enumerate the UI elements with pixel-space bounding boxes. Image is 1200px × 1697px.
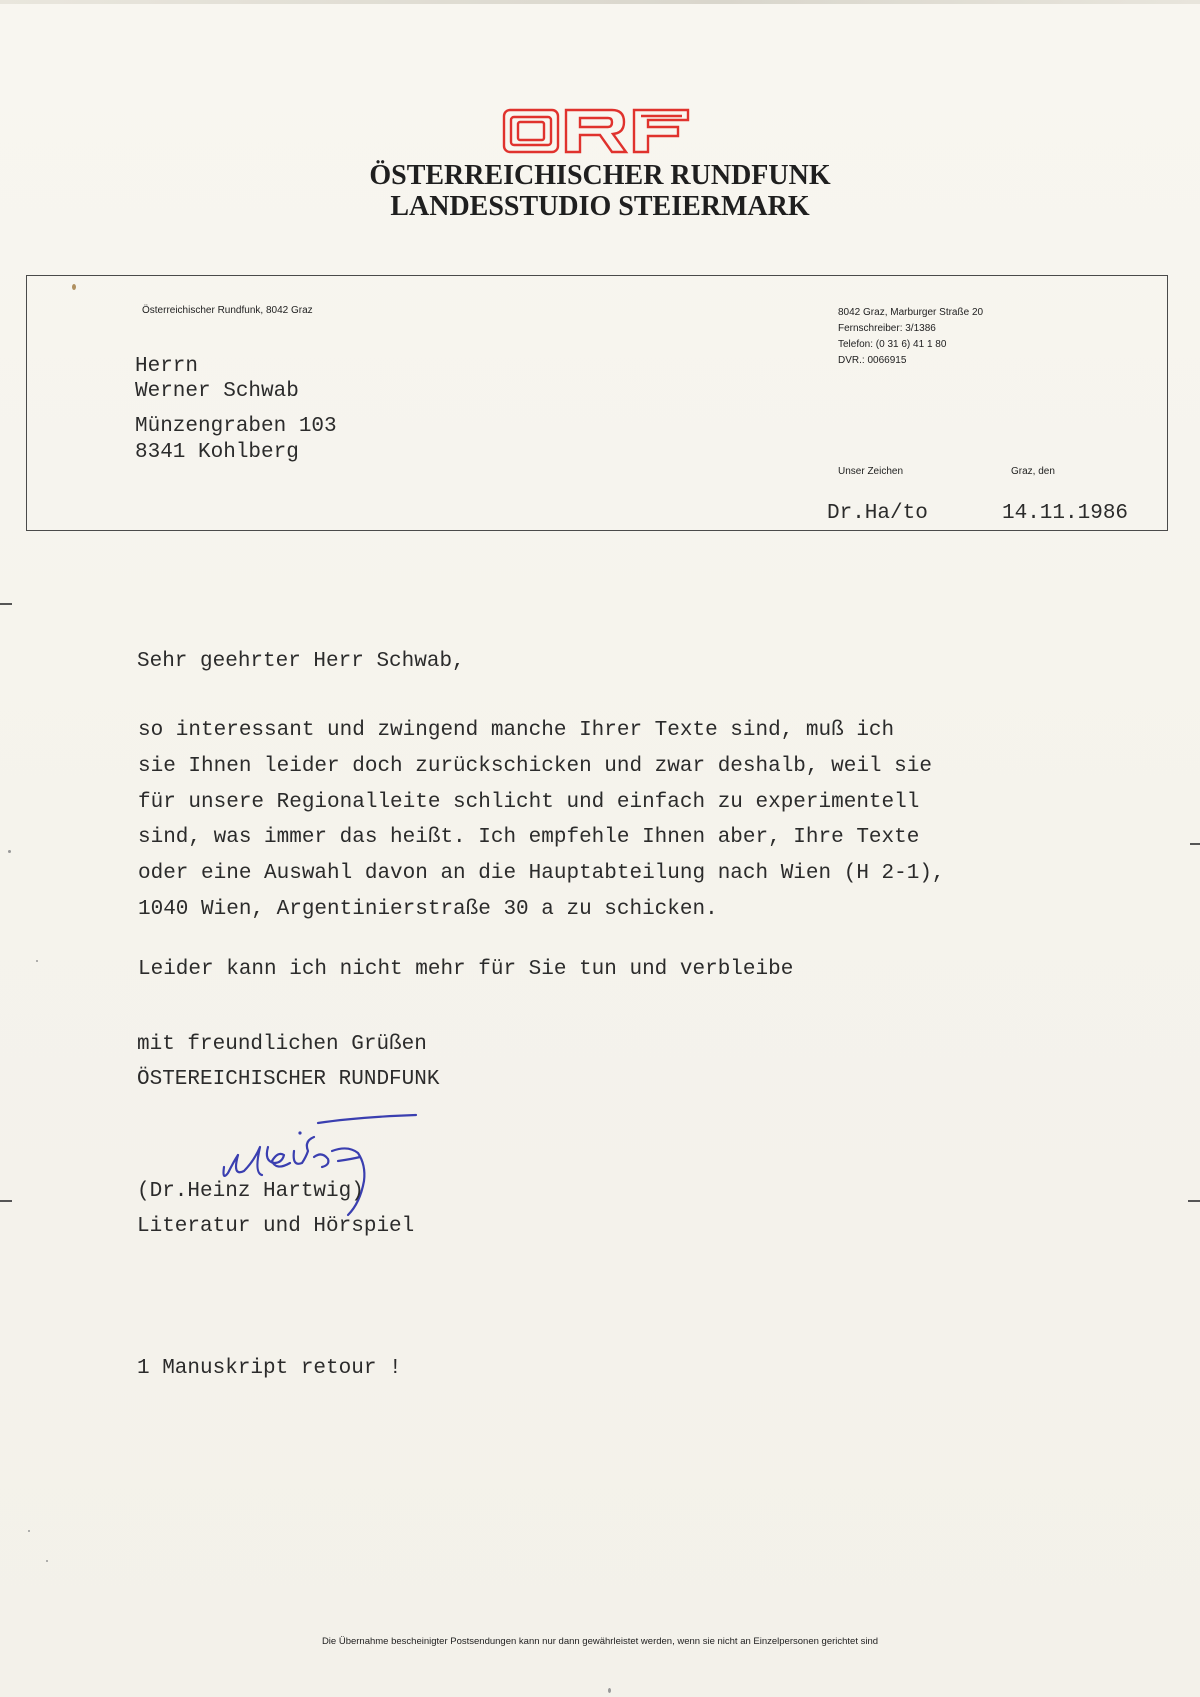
fold-mark bbox=[1190, 843, 1200, 845]
signatory-department: Literatur und Hörspiel bbox=[137, 1215, 415, 1238]
recipient-street: Münzengraben 103 bbox=[135, 415, 337, 438]
body-line: 1040 Wien, Argentinierstraße 30 a zu schicken. bbox=[138, 898, 718, 921]
sender-info bbox=[838, 305, 983, 369]
fold-mark bbox=[0, 1200, 12, 1202]
closing-organization: ÖSTEREICHISCHER RUNDFUNK bbox=[137, 1068, 440, 1091]
return-address: Österreichischer Rundfunk, 8042 Graz bbox=[142, 305, 313, 316]
sender-address: 8042 Graz, Marburger Straße 20 bbox=[838, 307, 984, 318]
fold-mark bbox=[1188, 1200, 1200, 1202]
studio-name: LANDESSTUDIO STEIERMARK bbox=[390, 191, 810, 222]
paper-edge bbox=[0, 0, 1200, 4]
body-line: für unsere Regionalleite schlicht und einfach zu experimentell bbox=[138, 791, 920, 814]
reference-value: Dr.Ha/to bbox=[827, 502, 928, 525]
recipient-city: 8341 Kohlberg bbox=[135, 441, 299, 464]
reference-label: Unser Zeichen bbox=[838, 466, 904, 477]
recipient-name: Werner Schwab bbox=[135, 380, 299, 403]
closing-greeting: mit freundlichen Grüßen bbox=[137, 1033, 427, 1056]
handwritten-signature bbox=[198, 1111, 438, 1221]
body-paragraph-2: Leider kann ich nicht mehr für Sie tun und verbleibe bbox=[138, 958, 794, 981]
signatory-name: (Dr.Heinz Hartwig) bbox=[137, 1180, 364, 1203]
paper-speck bbox=[72, 284, 76, 290]
orf-logo bbox=[500, 106, 692, 156]
sender-telex: Fernschreiber: 3/1386 bbox=[838, 323, 936, 334]
footer-note: Die Übernahme bescheinigter Postsendungen kann nur dann gewährleistet werden, wenn sie nicht an Einzelpersonen gerichtet sind bbox=[321, 1636, 879, 1647]
salutation: Sehr geehrter Herr Schwab, bbox=[137, 650, 465, 673]
sender-phone: Telefon: (0 31 6) 41 1 80 bbox=[838, 339, 947, 350]
body-line: so interessant und zwingend manche Ihrer Texte sind, muß ich bbox=[138, 719, 895, 742]
paper-speck bbox=[46, 1560, 48, 1562]
org-name: ÖSTERREICHISCHER RUNDFUNK bbox=[369, 160, 831, 191]
enclosure-note: 1 Manuskript retour ! bbox=[137, 1357, 402, 1380]
paper-speck bbox=[8, 850, 11, 853]
body-line: sie Ihnen leider doch zurückschicken und zwar deshalb, weil sie bbox=[138, 755, 932, 778]
paper-speck bbox=[28, 1530, 30, 1532]
sender-dvr: DVR.: 0066915 bbox=[838, 355, 907, 366]
paper-speck bbox=[36, 960, 38, 962]
body-line: oder eine Auswahl davon an die Hauptabteilung nach Wien (H 2-1), bbox=[138, 862, 945, 885]
recipient-line-1: Herrn bbox=[135, 355, 199, 378]
paper-speck bbox=[608, 1688, 611, 1693]
body-line: sind, was immer das heißt. Ich empfehle Ihnen aber, Ihre Texte bbox=[138, 826, 920, 849]
fold-mark bbox=[0, 603, 12, 605]
date-value: 14.11.1986 bbox=[1002, 502, 1129, 525]
date-label: Graz, den bbox=[1011, 466, 1055, 477]
